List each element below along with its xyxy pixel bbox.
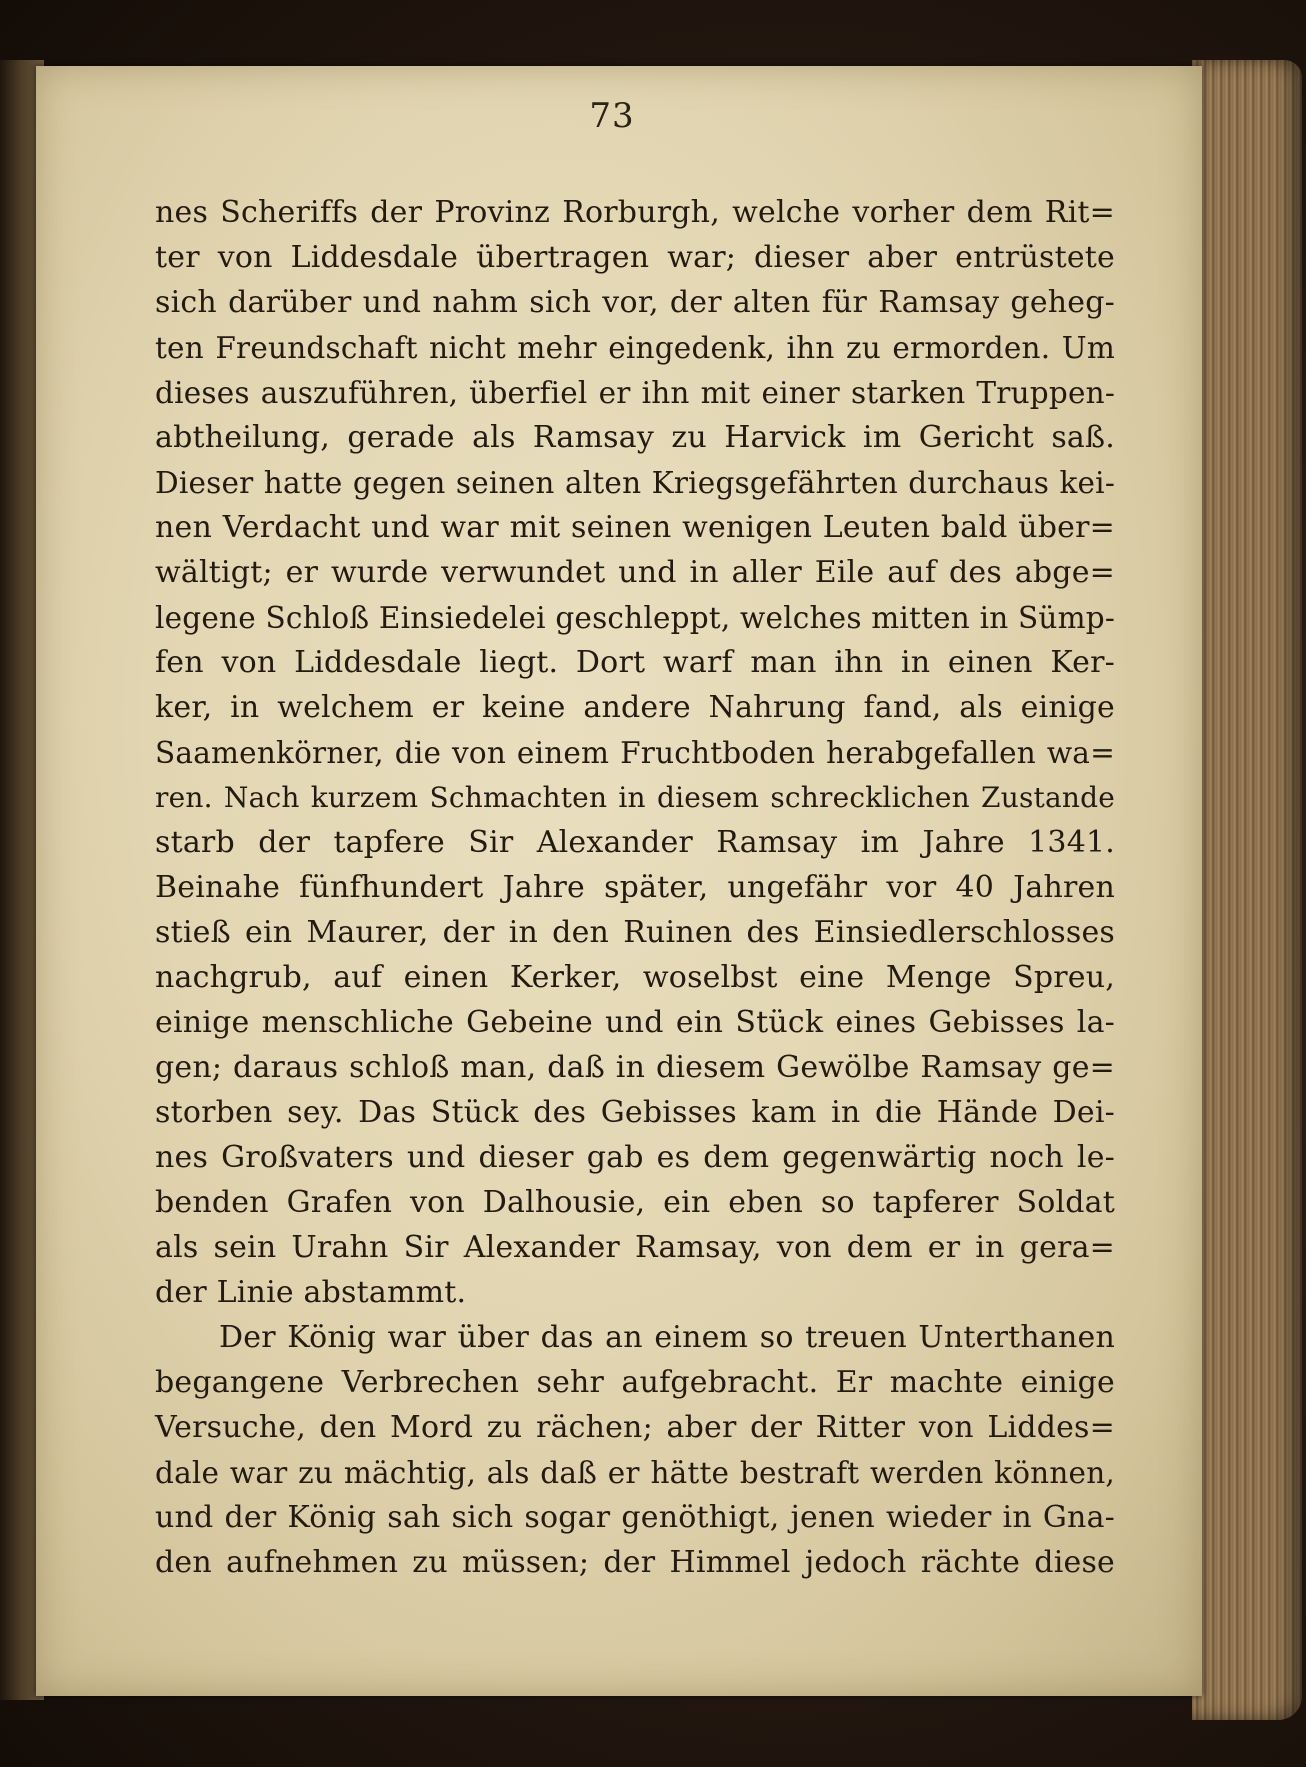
text-line: begangene Verbrechen sehr aufgebracht. Er machte einige <box>155 1365 1115 1400</box>
text-line: und der König sah sich sogar genöthigt, jenen wieder in Gna- <box>155 1500 1115 1535</box>
text-line: als sein Urahn Sir Alexander Ramsay, von dem er in gera= <box>155 1230 1115 1265</box>
text-line: abtheilung, gerade als Ramsay zu Harvick im Gericht saß. <box>155 420 1115 455</box>
text-line: storben sey. Das Stück des Gebisses kam in die Hände Dei- <box>155 1095 1115 1130</box>
text-line: stieß ein Maurer, der in den Ruinen des Einsiedlerschlosses <box>155 915 1115 950</box>
text-line: starb der tapfere Sir Alexander Ramsay im Jahre 1341. <box>155 825 1115 860</box>
text-line: einige menschliche Gebeine und ein Stück eines Gebisses la- <box>155 1005 1115 1040</box>
text-line: wältigt; er wurde verwundet und in aller Eile auf des abge= <box>155 555 1115 590</box>
text-line: Saamenkörner, die von einem Fruchtboden herabgefallen wa= <box>155 736 1115 770</box>
text-line: ter von Liddesdale übertragen war; dieser aber entrüstete <box>155 240 1115 275</box>
text-line: nes Scheriffs der Provinz Rorburgh, welche vorher dem Rit= <box>155 195 1115 230</box>
text-line: den aufnehmen zu müssen; der Himmel jedoch rächte diese <box>155 1545 1115 1580</box>
text-line: Beinahe fünfhundert Jahre später, ungefähr vor 40 Jahren <box>155 870 1115 905</box>
text-line: fen von Liddesdale liegt. Dort warf man ihn in einen Ker- <box>155 645 1115 680</box>
text-line: ten Freundschaft nicht mehr eingedenk, ihn zu ermorden. Um <box>155 331 1115 365</box>
text-line: ker, in welchem er keine andere Nahrung fand, als einige <box>155 690 1115 725</box>
text-line: legene Schloß Einsiedelei geschleppt, welches mitten in Sümp- <box>155 601 1116 635</box>
text-line: nachgrub, auf einen Kerker, woselbst eine Menge Spreu, <box>155 960 1115 995</box>
text-line: ren. Nach kurzem Schmachten in diesem schrecklichen Zustande <box>155 781 1115 814</box>
text-line: nes Großvaters und dieser gab es dem gegenwärtig noch le- <box>155 1140 1115 1175</box>
text-line: Dieser hatte gegen seinen alten Kriegsgefährten durchaus kei- <box>155 466 1115 500</box>
page-edges <box>1192 60 1302 1720</box>
text-line: der Linie abstammt. <box>155 1275 467 1310</box>
text-line: gen; daraus schloß man, daß in diesem Gewölbe Ramsay ge= <box>155 1050 1115 1085</box>
page-number: 73 <box>589 96 635 136</box>
text-line: Versuche, den Mord zu rächen; aber der Ritter von Liddes= <box>155 1410 1115 1445</box>
text-line: nen Verdacht und war mit seinen wenigen Leuten bald über= <box>155 510 1115 545</box>
text-line: dieses auszuführen, überfiel er ihn mit einer starken Truppen- <box>155 376 1115 410</box>
text-line: benden Grafen von Dalhousie, ein eben so tapferer Soldat <box>155 1185 1115 1220</box>
text-line: Der König war über das an einem so treuen Unterthanen <box>219 1320 1115 1355</box>
text-line: dale war zu mächtig, als daß er hätte bestraft werden können, <box>155 1456 1115 1490</box>
text-line: sich darüber und nahm sich vor, der alten für Ramsay geheg- <box>155 285 1115 320</box>
